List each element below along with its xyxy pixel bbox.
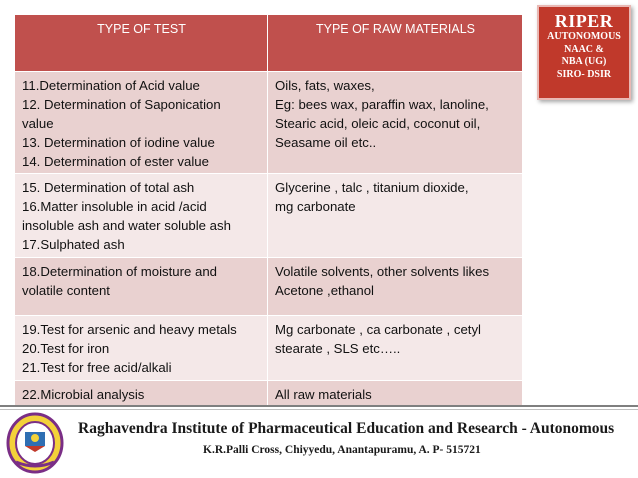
badge-line-siro: SIRO- DSIR bbox=[556, 68, 612, 80]
test-table bbox=[14, 14, 523, 408]
footer-divider-thin bbox=[0, 409, 638, 410]
table-row bbox=[15, 258, 523, 316]
badge-line-nba: NBA (UG) bbox=[561, 56, 607, 67]
institute-seal-icon bbox=[6, 412, 64, 474]
institute-address: K.R.Palli Cross, Chiyyedu, Anantapuramu, A. P- 515721 bbox=[203, 444, 481, 456]
table-row bbox=[15, 316, 523, 381]
test-cell: 15. Determination of total ash 16.Matter insoluble in acid /acid insoluble ash and water soluble ash 17.Sulphated ash bbox=[15, 174, 268, 258]
table-row bbox=[15, 381, 523, 408]
badge-title: RIPER bbox=[554, 11, 614, 31]
test-cell: 19.Test for arsenic and heavy metals 20.Test for iron 21.Test for free acid/alkali bbox=[15, 316, 268, 381]
raw-material-cell: Mg carbonate , ca carbonate , cetyl stearate , SLS etc….. bbox=[268, 316, 523, 381]
footer-divider bbox=[0, 405, 638, 407]
raw-material-cell: Glycerine , talc , titanium dioxide, mg carbonate bbox=[268, 174, 523, 258]
institute-name: Raghavendra Institute of Pharmaceutical Education and Research - Autonomous bbox=[78, 420, 615, 437]
raw-material-cell: Volatile solvents, other solvents likes Acetone ,ethanol bbox=[268, 258, 523, 316]
badge-line-autonomous: AUTONOMOUS bbox=[547, 31, 621, 42]
riper-badge-logo bbox=[537, 5, 631, 100]
test-cell: 22.Microbial analysis bbox=[15, 381, 268, 408]
test-cell: 18.Determination of moisture and volatile content bbox=[15, 258, 268, 316]
raw-material-cell: Oils, fats, waxes, Eg: bees wax, paraffin wax, lanoline, Stearic acid, oleic acid, coconut oil, Seasame oil etc.. bbox=[268, 72, 523, 174]
column-header-raw-materials: TYPE OF RAW MATERIALS bbox=[268, 15, 523, 72]
test-cell: 11.Determination of Acid value 12. Determination of Saponication value 13. Determination of iodine value 14. Determination of ester value bbox=[15, 72, 268, 174]
badge-line-naac: NAAC & bbox=[564, 43, 604, 55]
table-header-row bbox=[15, 15, 523, 72]
table-row bbox=[15, 72, 523, 174]
table-row bbox=[15, 174, 523, 258]
column-header-type-of-test: TYPE OF TEST bbox=[15, 15, 268, 72]
raw-material-cell: All raw materials bbox=[268, 381, 523, 408]
